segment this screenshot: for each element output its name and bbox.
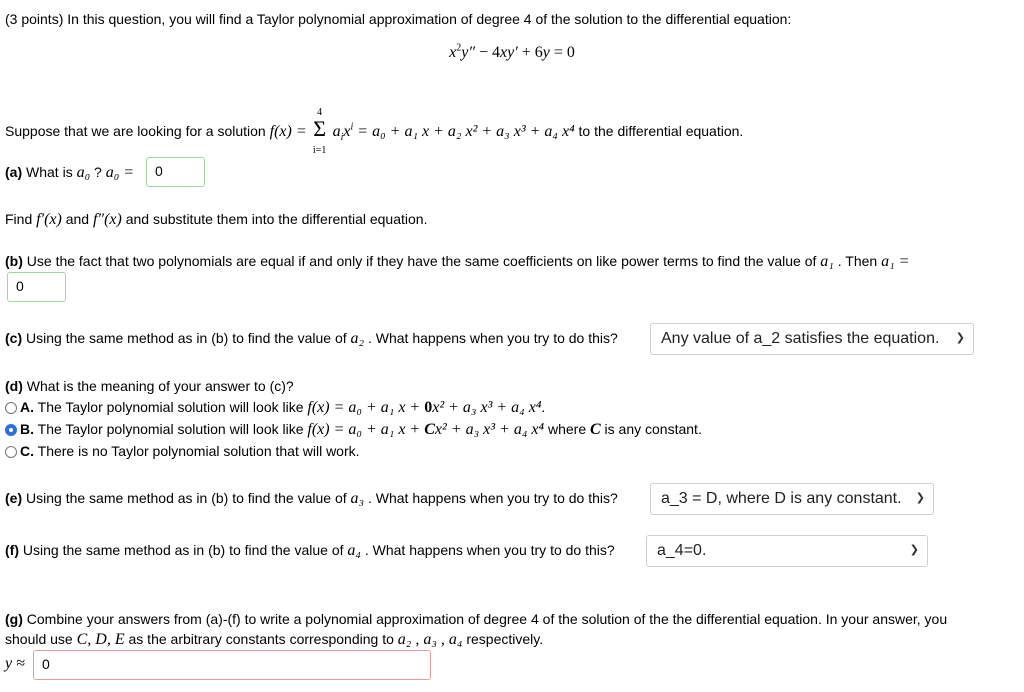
option-b[interactable]: B. The Taylor polynomial solution will look like f(x) = a₀ + a₁ x + Cx² + a₃ x³ + a₄ x⁴ where C is any constant. [5, 420, 702, 439]
part-b-answer-input[interactable]: 0 [7, 272, 66, 302]
chevron-down-icon: ❯ [955, 332, 965, 344]
part-g-line1: (g) Combine your answers from (a)-(f) to write a polynomial approximation of degree 4 of the solution of the the differential equation. In your answer, you [5, 611, 948, 627]
part-e-question: (e) Using the same method as in (b) to find the value of a₃ . What happens when you try to do this? [5, 490, 618, 507]
radio-option-c[interactable] [5, 446, 17, 458]
summation-symbol: 4 Σ i=1 [312, 107, 327, 156]
part-c-question: (c) Using the same method as in (b) to find the value of a₂ . What happens when you try to do this? [5, 330, 618, 347]
part-c-select[interactable]: Any value of a_2 satisfies the equation. ❯ [650, 323, 974, 355]
option-c[interactable]: C. There is no Taylor polynomial solution that will work. [5, 442, 360, 460]
suppose-line: Suppose that we are looking for a solution f(x) = 4 Σ i=1 $a_ix^i = a_0 + a_1$ x + a₂ x² + a₃ x³ + a₄ x⁴ to the differential equation. [5, 107, 744, 156]
radio-option-a[interactable] [5, 402, 17, 414]
part-e-select[interactable]: a_3 = D, where D is any constant. ❯ [650, 483, 934, 515]
part-a-answer-input[interactable]: 0 [146, 157, 205, 187]
part-f-select[interactable]: a_4=0. ❯ [646, 535, 928, 567]
part-g-line2: should use C, D, E as the arbitrary constants corresponding to a₂ , a₃ , a₄ respectively. [5, 631, 544, 648]
chevron-down-icon: ❯ [909, 544, 919, 556]
differential-equation: $x^2y'' - 4xy' + 6y = 0$ [449, 42, 575, 61]
part-f-question: (f) Using the same method as in (b) to find the value of a₄ . What happens when you try to do this? [5, 542, 615, 559]
part-b-question: (b) Use the fact that two polynomials are equal if and only if they have the same coefficients on like power terms to find the value of a₁ . Then a₁ = [5, 253, 910, 270]
chevron-down-icon: ❯ [915, 492, 925, 504]
radio-option-b[interactable] [5, 424, 17, 436]
find-derivatives-text: Find f′(x) and f″(x) and substitute them into the differential equation. [5, 211, 428, 228]
y-approx-label: y ≈ [5, 655, 25, 672]
part-a-question: (a) What is a₀ ? a₀ = [5, 164, 135, 181]
intro-text: (3 points) In this question, you will find a Taylor polynomial approximation of degree 4 of the solution to the differential equation: [5, 11, 792, 27]
part-g-answer-input[interactable]: 0 [33, 650, 431, 680]
option-a[interactable]: A. The Taylor polynomial solution will look like f(x) = a₀ + a₁ x + 0x² + a₃ x³ + a₄ x⁴. [5, 398, 545, 417]
part-d-question: (d) What is the meaning of your answer to (c)? [5, 378, 294, 394]
